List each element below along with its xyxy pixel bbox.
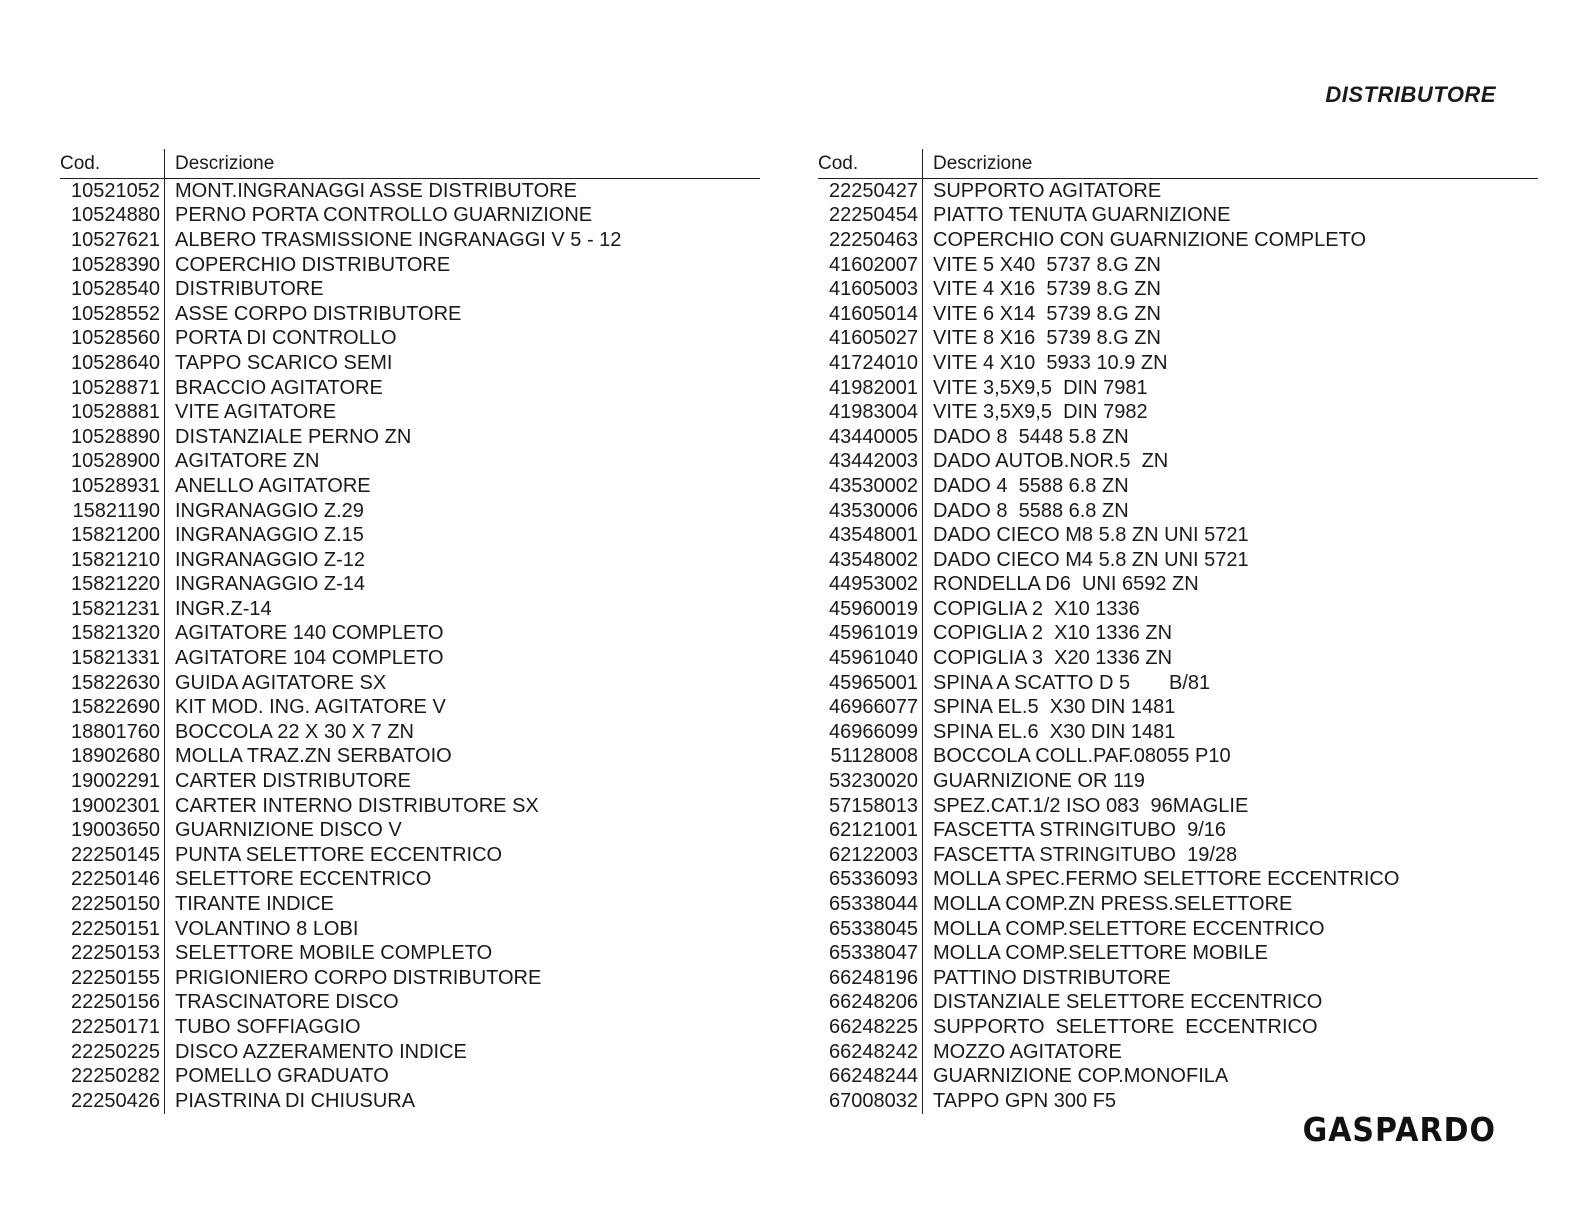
part-code: 43440005 [829,425,918,448]
part-code: 66248244 [829,1065,918,1088]
table-row [60,228,760,253]
part-code: 15821331 [71,647,160,670]
part-description: BRACCIO AGITATORE [164,376,760,401]
table-row [818,302,1538,327]
table-row [60,769,760,794]
part-description: INGRANAGGIO Z.29 [164,499,760,524]
table-row [60,794,760,819]
table-row [818,548,1538,573]
table-body [818,179,1538,1114]
part-code: 44953002 [829,573,918,596]
part-description: BOCCOLA 22 X 30 X 7 ZN [164,720,760,745]
table-row [60,499,760,524]
table-row [818,499,1538,524]
table-row [818,966,1538,991]
part-description: DISTRIBUTORE [164,277,760,302]
table-row [60,277,760,302]
table-row [818,376,1538,401]
part-description: VITE 8 X16 5739 8.G ZN [922,327,1538,352]
table-row [818,868,1538,893]
table-row [60,671,760,696]
part-description: AGITATORE 140 COMPLETO [164,622,760,647]
table-row [60,1064,760,1089]
part-description: DADO 4 5588 6.8 ZN [922,474,1538,499]
part-description: DADO 8 5448 5.8 ZN [922,425,1538,450]
part-code: 18902680 [71,745,160,768]
part-description: DADO CIECO M4 5.8 ZN UNI 5721 [922,548,1538,573]
part-description: TAPPO GPN 300 F5 [922,1089,1538,1114]
part-code: 65338044 [829,893,918,916]
part-code: 15821320 [71,622,160,645]
table-row [818,818,1538,843]
table-row [60,302,760,327]
part-code: 15822690 [71,696,160,719]
part-code: 43530006 [829,499,918,522]
table-row [818,769,1538,794]
part-code: 46966099 [829,720,918,743]
part-code: 10527621 [71,228,160,251]
table-row [818,179,1538,204]
table-row [60,720,760,745]
table-row [60,1089,760,1114]
table-row [818,892,1538,917]
table-row [818,400,1538,425]
part-description: VITE 3,5X9,5 DIN 7982 [922,400,1538,425]
table-row [818,277,1538,302]
page-title: DISTRIBUTORE [1325,82,1496,107]
part-description: COPERCHIO CON GUARNIZIONE COMPLETO [922,228,1538,253]
part-code: 15821220 [71,573,160,596]
part-description: FASCETTA STRINGITUBO 19/28 [922,843,1538,868]
part-description: MOLLA COMP.SELETTORE ECCENTRICO [922,917,1538,942]
part-code: 15821190 [72,499,160,522]
table-row [818,843,1538,868]
table-row [818,1089,1538,1114]
part-description: AGITATORE ZN [164,450,760,475]
table-row [818,327,1538,352]
part-description: COPERCHIO DISTRIBUTORE [164,253,760,278]
part-description: SUPPORTO AGITATORE [922,179,1538,204]
table-row [818,941,1538,966]
parts-table-right [818,150,1538,1114]
part-description: CARTER DISTRIBUTORE [164,769,760,794]
part-description: DISCO AZZERAMENTO INDICE [164,1040,760,1065]
table-row [60,991,760,1016]
part-description: BOCCOLA COLL.PAF.08055 P10 [922,745,1538,770]
part-code: 45965001 [829,671,918,694]
part-description: PERNO PORTA CONTROLLO GUARNIZIONE [164,204,760,229]
part-description: VITE 5 X40 5737 8.G ZN [922,253,1538,278]
table-row [60,400,760,425]
part-description: GUARNIZIONE DISCO V [164,818,760,843]
part-description: VITE 4 X10 5933 10.9 ZN [922,351,1538,376]
part-description: TAPPO SCARICO SEMI [164,351,760,376]
table-row [60,966,760,991]
part-code: 45961040 [829,647,918,670]
code-column-header: Cod. [818,153,859,174]
table-row [60,622,760,647]
table-row [60,351,760,376]
part-description: DISTANZIALE PERNO ZN [164,425,760,450]
table-row [818,474,1538,499]
part-code: 65338045 [829,917,918,940]
part-code: 66248206 [829,991,918,1014]
table-row [60,425,760,450]
part-description: VITE 4 X16 5739 8.G ZN [922,277,1538,302]
part-description: COPIGLIA 3 X20 1336 ZN [922,646,1538,671]
part-description: SPEZ.CAT.1/2 ISO 083 96MAGLIE [922,794,1538,819]
table-row [818,523,1538,548]
table-row [818,917,1538,942]
part-code: 10524880 [71,204,160,227]
part-description: DISTANZIALE SELETTORE ECCENTRICO [922,991,1538,1016]
part-code: 10528640 [71,351,160,374]
description-column-header: Descrizione [922,149,1538,178]
part-code: 22250150 [71,893,160,916]
part-code: 10528881 [71,401,160,424]
part-description: RONDELLA D6 UNI 6592 ZN [922,573,1538,598]
part-description: VITE 6 X14 5739 8.G ZN [922,302,1538,327]
part-description: FASCETTA STRINGITUBO 9/16 [922,818,1538,843]
part-description: VITE AGITATORE [164,400,760,425]
table-row [60,450,760,475]
part-code: 45960019 [829,597,918,620]
part-description: CARTER INTERNO DISTRIBUTORE SX [164,794,760,819]
table-row [818,671,1538,696]
part-description: TRASCINATORE DISCO [164,991,760,1016]
part-code: 22250426 [71,1089,160,1112]
table-row [60,474,760,499]
part-code: 18801760 [71,720,160,743]
part-description: SUPPORTO SELETTORE ECCENTRICO [922,1015,1538,1040]
part-code: 43548001 [829,524,918,547]
part-code: 57158013 [829,794,918,817]
table-row [60,892,760,917]
table-row [818,695,1538,720]
part-code: 22250155 [71,966,160,989]
part-code: 10528540 [71,278,160,301]
part-code: 22250151 [71,917,160,940]
part-description: TUBO SOFFIAGGIO [164,1015,760,1040]
table-row [818,745,1538,770]
part-description: DADO CIECO M8 5.8 ZN UNI 5721 [922,523,1538,548]
part-description: GUARNIZIONE COP.MONOFILA [922,1064,1538,1089]
part-description: COPIGLIA 2 X10 1336 [922,597,1538,622]
part-description: SPINA EL.5 X30 DIN 1481 [922,695,1538,720]
table-row [818,1064,1538,1089]
part-code: 66248242 [829,1040,918,1063]
part-description: PIATTO TENUTA GUARNIZIONE [922,204,1538,229]
table-row [818,228,1538,253]
table-row [818,720,1538,745]
part-code: 22250171 [71,1015,160,1038]
part-description: DADO AUTOB.NOR.5 ZN [922,450,1538,475]
table-row [818,573,1538,598]
part-code: 22250463 [829,228,918,251]
part-code: 15821200 [71,524,160,547]
code-column-header: Cod. [60,153,101,174]
table-row [60,253,760,278]
table-row [818,646,1538,671]
part-code: 41982001 [829,376,918,399]
part-description: INGRANAGGIO Z-12 [164,548,760,573]
part-description: PUNTA SELETTORE ECCENTRICO [164,843,760,868]
part-code: 22250153 [71,942,160,965]
part-code: 41724010 [829,351,918,374]
table-body [60,179,760,1114]
part-code: 62121001 [829,819,918,842]
table-row [60,376,760,401]
table-row [60,745,760,770]
part-code: 19002291 [71,770,160,793]
part-code: 62122003 [829,843,918,866]
part-description: ANELLO AGITATORE [164,474,760,499]
part-code: 22250427 [829,179,918,202]
part-description: SELETTORE ECCENTRICO [164,868,760,893]
part-description: MOLLA COMP.ZN PRESS.SELETTORE [922,892,1538,917]
part-description: VITE 3,5X9,5 DIN 7981 [922,376,1538,401]
table-row [818,1015,1538,1040]
part-code: 19003650 [71,819,160,842]
part-code: 53230020 [829,770,918,793]
part-code: 10528552 [71,302,160,325]
table-row [60,597,760,622]
part-code: 46966077 [829,696,918,719]
part-code: 10528931 [71,474,160,497]
part-description: INGR.Z-14 [164,597,760,622]
table-header [60,150,760,179]
table-row [818,597,1538,622]
part-code: 65338047 [829,942,918,965]
parts-table-left [60,150,760,1114]
part-description: MOLLA COMP.SELETTORE MOBILE [922,941,1538,966]
part-code: 15821210 [71,548,160,571]
part-code: 10528900 [71,450,160,473]
table-row [818,425,1538,450]
part-code: 15822630 [71,671,160,694]
part-code: 45961019 [829,622,918,645]
table-row [60,1015,760,1040]
table-row [60,179,760,204]
part-description: TIRANTE INDICE [164,892,760,917]
table-row [818,450,1538,475]
table-row [818,991,1538,1016]
part-code: 65336093 [829,868,918,891]
part-code: 43548002 [829,548,918,571]
part-code: 41605003 [829,278,918,301]
part-description: PRIGIONIERO CORPO DISTRIBUTORE [164,966,760,991]
part-description: SPINA EL.6 X30 DIN 1481 [922,720,1538,745]
part-description: MONT.INGRANAGGI ASSE DISTRIBUTORE [164,179,760,204]
part-code: 10528871 [71,376,160,399]
table-header [818,150,1538,179]
description-column-header: Descrizione [164,149,760,178]
table-row [60,818,760,843]
part-code: 15821231 [71,597,160,620]
table-row [818,794,1538,819]
table-row [60,573,760,598]
part-description: INGRANAGGIO Z.15 [164,523,760,548]
table-row [60,523,760,548]
part-description: MOLLA TRAZ.ZN SERBATOIO [164,745,760,770]
part-code: 41983004 [829,401,918,424]
part-description: PATTINO DISTRIBUTORE [922,966,1538,991]
part-description: POMELLO GRADUATO [164,1064,760,1089]
part-description: AGITATORE 104 COMPLETO [164,646,760,671]
table-row [60,917,760,942]
part-code: 51128008 [830,745,918,768]
table-row [60,868,760,893]
part-description: PIASTRINA DI CHIUSURA [164,1089,760,1114]
part-description: COPIGLIA 2 X10 1336 ZN [922,622,1538,647]
table-row [60,695,760,720]
part-code: 67008032 [829,1089,918,1112]
part-code: 10528390 [71,253,160,276]
brand-logo: GASPARDO [1302,1111,1496,1150]
part-code: 10528890 [71,425,160,448]
table-row [60,327,760,352]
part-description: KIT MOD. ING. AGITATORE V [164,695,760,720]
part-description: GUIDA AGITATORE SX [164,671,760,696]
part-description: ASSE CORPO DISTRIBUTORE [164,302,760,327]
table-row [60,548,760,573]
table-row [60,646,760,671]
part-code: 41602007 [829,253,918,276]
part-code: 22250146 [71,868,160,891]
part-code: 43442003 [829,450,918,473]
table-row [818,1040,1538,1065]
table-row [818,622,1538,647]
table-row [818,253,1538,278]
part-code: 41605014 [829,302,918,325]
table-row [818,351,1538,376]
part-code: 10521052 [71,179,160,202]
table-row [60,1040,760,1065]
part-code: 22250225 [71,1040,160,1063]
part-description: SELETTORE MOBILE COMPLETO [164,941,760,966]
part-description: SPINA A SCATTO D 5 B/81 [922,671,1538,696]
part-description: INGRANAGGIO Z-14 [164,573,760,598]
part-description: MOLLA SPEC.FERMO SELETTORE ECCENTRICO [922,868,1538,893]
part-code: 43530002 [829,474,918,497]
part-description: DADO 8 5588 6.8 ZN [922,499,1538,524]
table-row [60,843,760,868]
part-description: GUARNIZIONE OR 119 [922,769,1538,794]
part-code: 66248225 [829,1015,918,1038]
part-code: 41605027 [829,327,918,350]
part-code: 22250282 [71,1065,160,1088]
part-code: 10528560 [71,327,160,350]
table-row [60,941,760,966]
part-code: 22250454 [829,204,918,227]
part-description: ALBERO TRASMISSIONE INGRANAGGI V 5 - 12 [164,228,760,253]
table-row [60,204,760,229]
part-code: 66248196 [829,966,918,989]
part-code: 19002301 [71,794,160,817]
part-code: 22250156 [71,991,160,1014]
table-row [818,204,1538,229]
part-description: MOZZO AGITATORE [922,1040,1538,1065]
part-description: VOLANTINO 8 LOBI [164,917,760,942]
part-description: PORTA DI CONTROLLO [164,327,760,352]
part-code: 22250145 [71,843,160,866]
